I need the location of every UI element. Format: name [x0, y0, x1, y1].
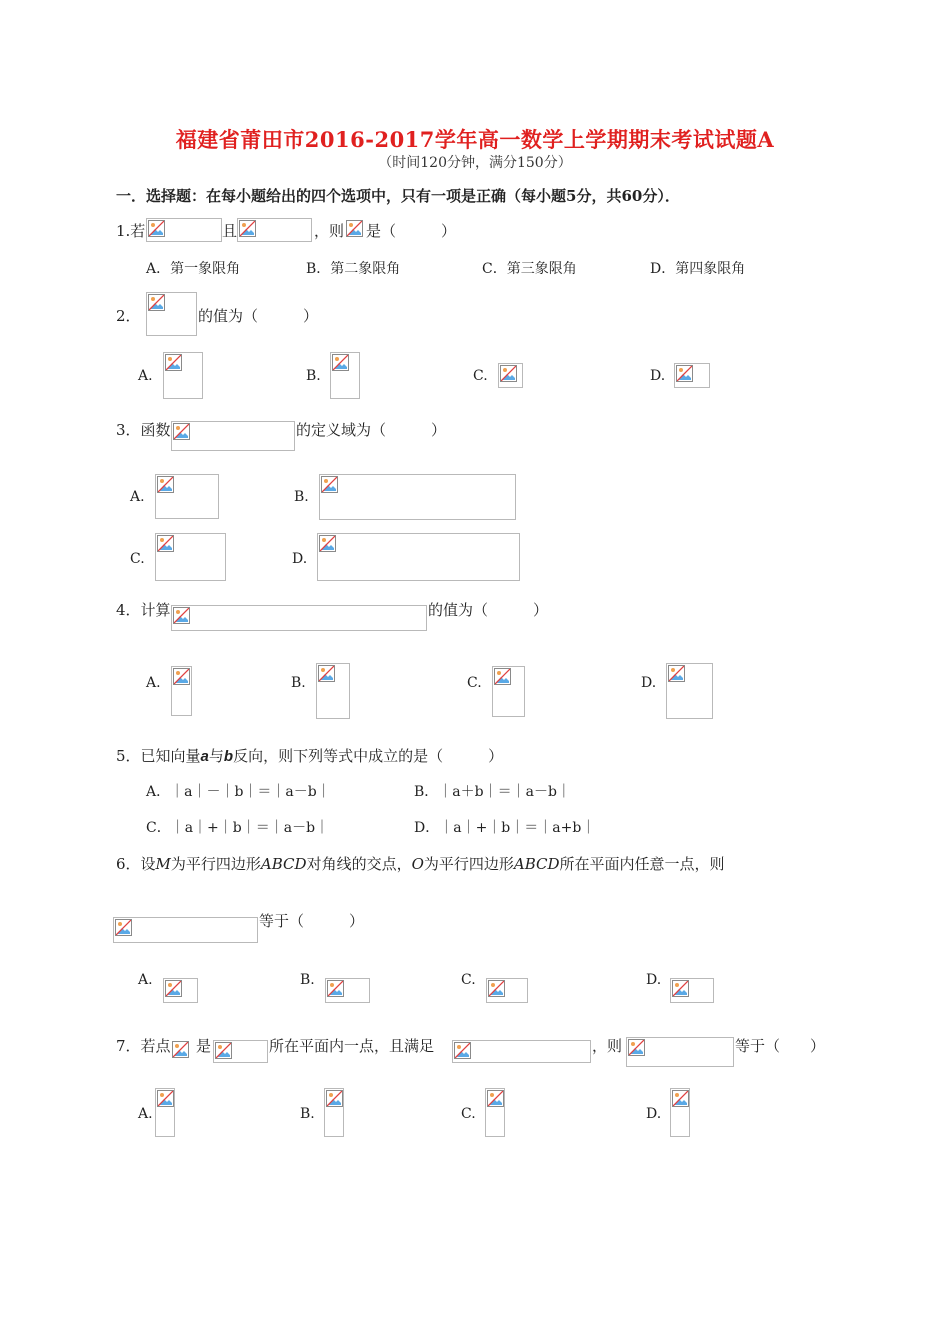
broken-image-icon — [319, 535, 336, 552]
broken-image-icon — [326, 1090, 343, 1107]
q4-number: 4．计算 — [116, 601, 171, 619]
formula-image — [345, 219, 365, 241]
q3-number: 3．函数 — [116, 421, 171, 439]
formula-image — [171, 666, 192, 716]
q5-option-a: A．｜a｜－｜b｜＝｜a－b｜ — [146, 784, 331, 800]
q4-option-c: C. — [467, 675, 482, 691]
formula-image — [319, 474, 516, 520]
q4-text-end: 的值为（ ） — [428, 601, 549, 619]
formula-image — [113, 917, 258, 943]
q3-option-d: D. — [292, 551, 308, 567]
exam-info: （时间120分钟，满分150分） — [378, 155, 572, 171]
q5-text: 5．已知向量 — [116, 747, 201, 765]
formula-image — [317, 533, 520, 581]
q1-option-b: B．第二象限角 — [306, 261, 401, 277]
broken-image-icon — [494, 668, 511, 685]
q5-option-b: B．｜a＋b｜＝｜a－b｜ — [414, 784, 571, 800]
broken-image-icon — [157, 535, 174, 552]
q3-option-c: C. — [130, 551, 145, 567]
broken-image-icon — [628, 1039, 645, 1056]
q1-text-then: ，则 — [314, 222, 345, 240]
broken-image-icon — [488, 980, 505, 997]
broken-image-icon — [173, 668, 190, 685]
formula-image — [163, 978, 198, 1003]
q4-option-b: B. — [291, 675, 306, 691]
formula-image — [498, 363, 523, 388]
q2-number: 2． — [116, 307, 141, 325]
q6-text: 6．设 — [116, 855, 156, 873]
q4-option-a: A. — [146, 675, 161, 691]
q6-text: 所在平面内任意一点，则 — [559, 855, 725, 873]
broken-image-icon — [668, 665, 685, 682]
broken-image-icon — [173, 607, 190, 624]
q3-option-b: B. — [294, 489, 309, 505]
formula-image — [171, 421, 295, 451]
q7-option-c: C. — [461, 1106, 476, 1122]
q7-text-mid: 所在平面内一点，且满足 — [269, 1037, 435, 1055]
broken-image-icon — [173, 423, 190, 440]
formula-image — [213, 1040, 268, 1063]
q7-option-d: D. — [646, 1106, 662, 1122]
q1-option-d: D．第四象限角 — [650, 261, 746, 277]
formula-image — [316, 663, 350, 719]
formula-image — [171, 605, 427, 631]
q7-text-is: 是 — [196, 1037, 212, 1055]
q4-option-d: D. — [641, 675, 657, 691]
q1-option-c: C．第三象限角 — [482, 261, 577, 277]
document-title: 福建省莆田市2016-2017学年高一数学上学期期末考试试题A — [175, 127, 775, 152]
broken-image-icon — [327, 980, 344, 997]
q7-text-end: 等于（ ） — [735, 1037, 826, 1055]
q6-text: 为平行四边形 — [170, 855, 261, 873]
q5-text: 反向，则下列等式中成立的是（ ） — [233, 747, 504, 765]
q1-number: 1.若 — [116, 222, 146, 240]
parallelogram-abcd: ABCD — [513, 855, 560, 873]
broken-image-icon — [215, 1042, 232, 1059]
formula-image — [485, 1088, 505, 1137]
broken-image-icon — [487, 1090, 504, 1107]
q1-option-a: A．第一象限角 — [146, 261, 241, 277]
broken-image-icon — [148, 220, 165, 237]
formula-image — [325, 978, 370, 1003]
broken-image-icon — [676, 365, 693, 382]
q6-text-end: 等于（ ） — [259, 912, 365, 930]
q6-text: 为平行四边形 — [423, 855, 514, 873]
q2-option-a: A. — [138, 368, 153, 384]
formula-image — [146, 218, 222, 242]
q5-stem — [116, 745, 503, 766]
broken-image-icon — [672, 1090, 689, 1107]
q6-stem — [116, 853, 725, 874]
formula-image — [452, 1040, 591, 1063]
broken-image-icon — [346, 220, 363, 237]
q5-option-d: D．｜a｜+｜b｜＝｜a+b｜ — [414, 820, 596, 836]
formula-image — [146, 292, 197, 336]
q5-option-c: C．｜a｜+｜b｜＝｜a－b｜ — [146, 820, 330, 836]
broken-image-icon — [239, 220, 256, 237]
point-m: M — [155, 855, 171, 873]
point-o: O — [411, 855, 424, 873]
q7-option-b: B. — [300, 1106, 315, 1122]
q1-text-and: 且 — [222, 222, 238, 240]
q2-text-end: 的值为（ ） — [198, 307, 319, 325]
broken-image-icon — [115, 919, 132, 936]
q3-option-a: A. — [130, 489, 145, 505]
broken-image-icon — [318, 665, 335, 682]
formula-image — [171, 1040, 193, 1062]
broken-image-icon — [332, 354, 349, 371]
q7-text-then: ，则 — [592, 1037, 623, 1055]
formula-image — [163, 352, 203, 399]
formula-image — [626, 1037, 734, 1067]
vector-a: a — [200, 748, 209, 765]
q2-option-b: B. — [306, 368, 321, 384]
q7-number: 7．若点 — [116, 1037, 171, 1055]
broken-image-icon — [157, 476, 174, 493]
formula-image — [155, 533, 226, 581]
formula-image — [155, 474, 219, 519]
q7-option-a: A. — [138, 1106, 153, 1122]
broken-image-icon — [321, 476, 338, 493]
q6-option-a: A. — [138, 972, 153, 988]
q3-text-end: 的定义域为（ ） — [296, 421, 447, 439]
formula-image — [666, 663, 713, 719]
q6-text: 对角线的交点， — [306, 855, 412, 873]
formula-image — [237, 218, 312, 242]
q1-text-end: 是（ ） — [366, 222, 457, 240]
q6-option-d: D. — [646, 972, 662, 988]
formula-image — [324, 1088, 344, 1137]
broken-image-icon — [172, 1041, 189, 1058]
formula-image — [670, 978, 714, 1003]
parallelogram-abcd: ABCD — [260, 855, 307, 873]
vector-b: b — [223, 748, 234, 765]
broken-image-icon — [500, 365, 517, 382]
formula-image — [492, 666, 525, 717]
broken-image-icon — [454, 1042, 471, 1059]
broken-image-icon — [165, 980, 182, 997]
broken-image-icon — [165, 354, 182, 371]
q6-option-c: C. — [461, 972, 476, 988]
q5-text: 与 — [208, 747, 224, 765]
formula-image — [670, 1088, 690, 1137]
formula-image — [674, 363, 710, 388]
formula-image — [486, 978, 528, 1003]
formula-image — [155, 1088, 175, 1137]
formula-image — [330, 352, 360, 399]
q6-option-b: B. — [300, 972, 315, 988]
q2-option-c: C. — [473, 368, 488, 384]
broken-image-icon — [157, 1090, 174, 1107]
section-heading: 一．选择题：在每小题给出的四个选项中，只有一项是正确（每小题5分，共60分）． — [116, 187, 680, 205]
broken-image-icon — [672, 980, 689, 997]
q2-option-d: D. — [650, 368, 666, 384]
broken-image-icon — [148, 294, 165, 311]
